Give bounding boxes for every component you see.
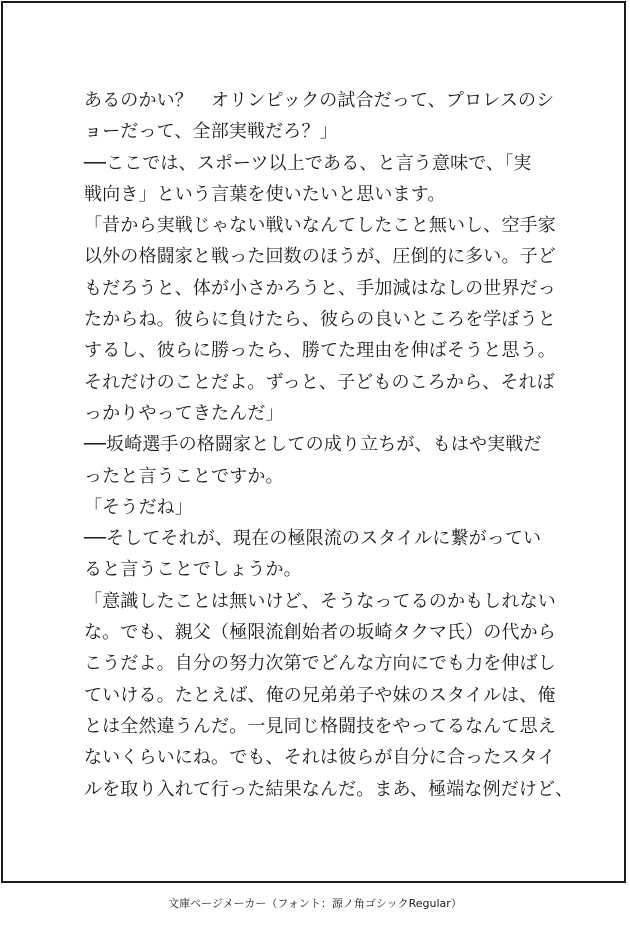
text-line: ったと言うことですか。: [84, 465, 284, 487]
text-line: 「昔から実戦じゃない戦いなんてしたこと無いし、空手家: [84, 215, 556, 237]
text-line: ていける。たとえば、俺の兄弟弟子や妹のスタイルは、俺: [84, 684, 556, 706]
text-line: ルを取り入れて行った結果なんだ。まあ、極端な例だけど、: [84, 778, 574, 800]
body-text: [84, 85, 574, 805]
text-line: もだろうと、体が小さかろうと、手加減はなしの世界だっ: [84, 277, 556, 299]
text-line: っかりやってきたんだ」: [84, 402, 284, 424]
text-line: ると言うことでしょうか。: [84, 559, 302, 581]
footer-caption: 文庫ページメーカー（フォント：源ノ角ゴシックRegular）: [168, 897, 462, 910]
text-line: それだけのことだよ。ずっと、子どものころから、それば: [84, 371, 555, 393]
text-line: 「意識したことは無いけど、そうなってるのかもしれない: [84, 590, 556, 612]
text-line: 以外の格闘家と戦った回数のほうが、圧倒的に多い。子ど: [84, 246, 556, 268]
text-line: あるのかい？ オリンピックの試合だって、プロレスのシ: [84, 90, 555, 111]
text-line: ──そしてそれが、現在の極限流のスタイルに繋がってい: [84, 528, 542, 550]
text-line: ──坂崎選手の格闘家としての成り立ちが、もはや実戦だ: [84, 434, 542, 456]
text-line: とは全然違うんだ。一見同じ格闘技をやってるなんて思え: [84, 715, 556, 737]
text-line: ──ここでは、スポーツ以上である、と言う意味で、「実: [84, 152, 532, 174]
text-line: たからね。彼らに負けたら、彼らの良いところを学ぼうと: [84, 309, 556, 331]
text-line: ョーだって、全部実戦だろ？」: [84, 121, 338, 143]
text-line: こうだよ。自分の努力次第でどんな方向にでも力を伸ばし: [84, 653, 556, 675]
text-line: 「そうだね」: [84, 496, 193, 518]
text-line: な。でも、親父（極限流創始者の坂崎タクマ氏）の代から: [84, 622, 556, 644]
text-line: するし、彼らに勝ったら、勝てた理由を伸ばそうと思う。: [84, 340, 556, 362]
text-line: 戦向き」という言葉を使いたいと思います。: [84, 183, 446, 205]
page-frame: [1, 1, 626, 883]
text-line: ないくらいにね。でも、それは彼らが自分に合ったスタイ: [84, 747, 556, 769]
